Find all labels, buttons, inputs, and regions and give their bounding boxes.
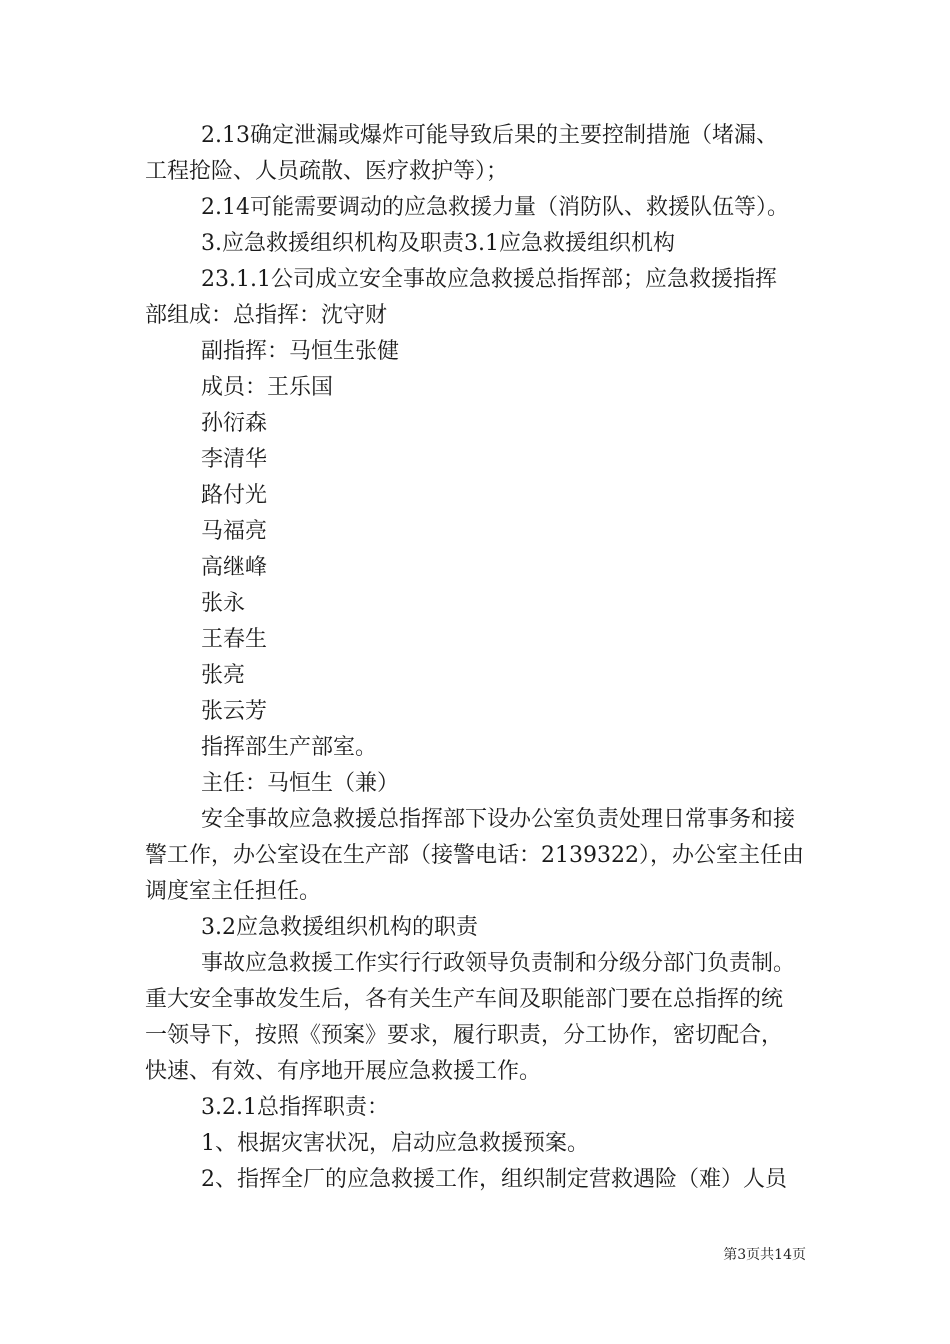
text-line: 快速、有效、有序地开展应急救援工作。 [145,1059,542,1084]
text-line: 安全事故应急救援总指挥部下设办公室负责处理日常事务和接 [201,807,796,832]
member-name: 马福亮 [201,519,268,544]
member-name: 高继峰 [201,555,268,580]
section-heading: 3.2.1总指挥职责： [201,1095,389,1120]
text-line: 主任：马恒生（兼） [201,771,400,796]
text-line: 警工作，办公室设在生产部（接警电话：2139322），办公室主任由 [145,843,804,868]
text-line: 2.13确定泄漏或爆炸可能导致后果的主要控制措施（堵漏、 [201,123,778,148]
member-name: 张永 [201,591,246,616]
member-name: 张云芳 [201,699,268,724]
text-line: 部组成：总指挥：沈守财 [145,303,388,328]
text-line: 2.14可能需要调动的应急救援力量（消防队、救援队伍等）。 [201,195,789,220]
text-line: 一领导下，按照《预案》要求，履行职责，分工协作，密切配合， [145,1023,784,1048]
member-name: 孙衍森 [201,411,268,436]
section-heading: 3.2应急救援组织机构的职责 [201,915,478,940]
text-line: 23.1.1公司成立安全事故应急救援总指挥部；应急救援指挥 [201,267,777,292]
text-line: 副指挥：马恒生张健 [201,339,400,364]
page-number: 第3页共14页 [723,1247,806,1263]
text-line: 2、指挥全厂的应急救援工作，组织制定营救遇险（难）人员 [201,1167,787,1192]
text-line: 1、根据灾害状况，启动应急救援预案。 [201,1131,589,1156]
member-name: 张亮 [201,663,246,688]
text-line: 事故应急救援工作实行行政领导负责制和分级分部门负责制。 [201,951,796,976]
section-heading: 3.应急救援组织机构及职责3.1应急救援组织机构 [201,231,675,256]
document-body [145,118,805,1198]
text-line: 重大安全事故发生后，各有关生产车间及职能部门要在总指挥的统 [145,987,784,1012]
text-line: 指挥部生产部室。 [201,735,378,760]
member-name: 路付光 [201,483,268,508]
text-line: 调度室主任担任。 [145,879,322,904]
member-name: 李清华 [201,447,268,472]
text-line: 成员：王乐国 [201,375,334,400]
member-name: 王春生 [201,627,268,652]
text-line: 工程抢险、人员疏散、医疗救护等）； [145,159,509,184]
